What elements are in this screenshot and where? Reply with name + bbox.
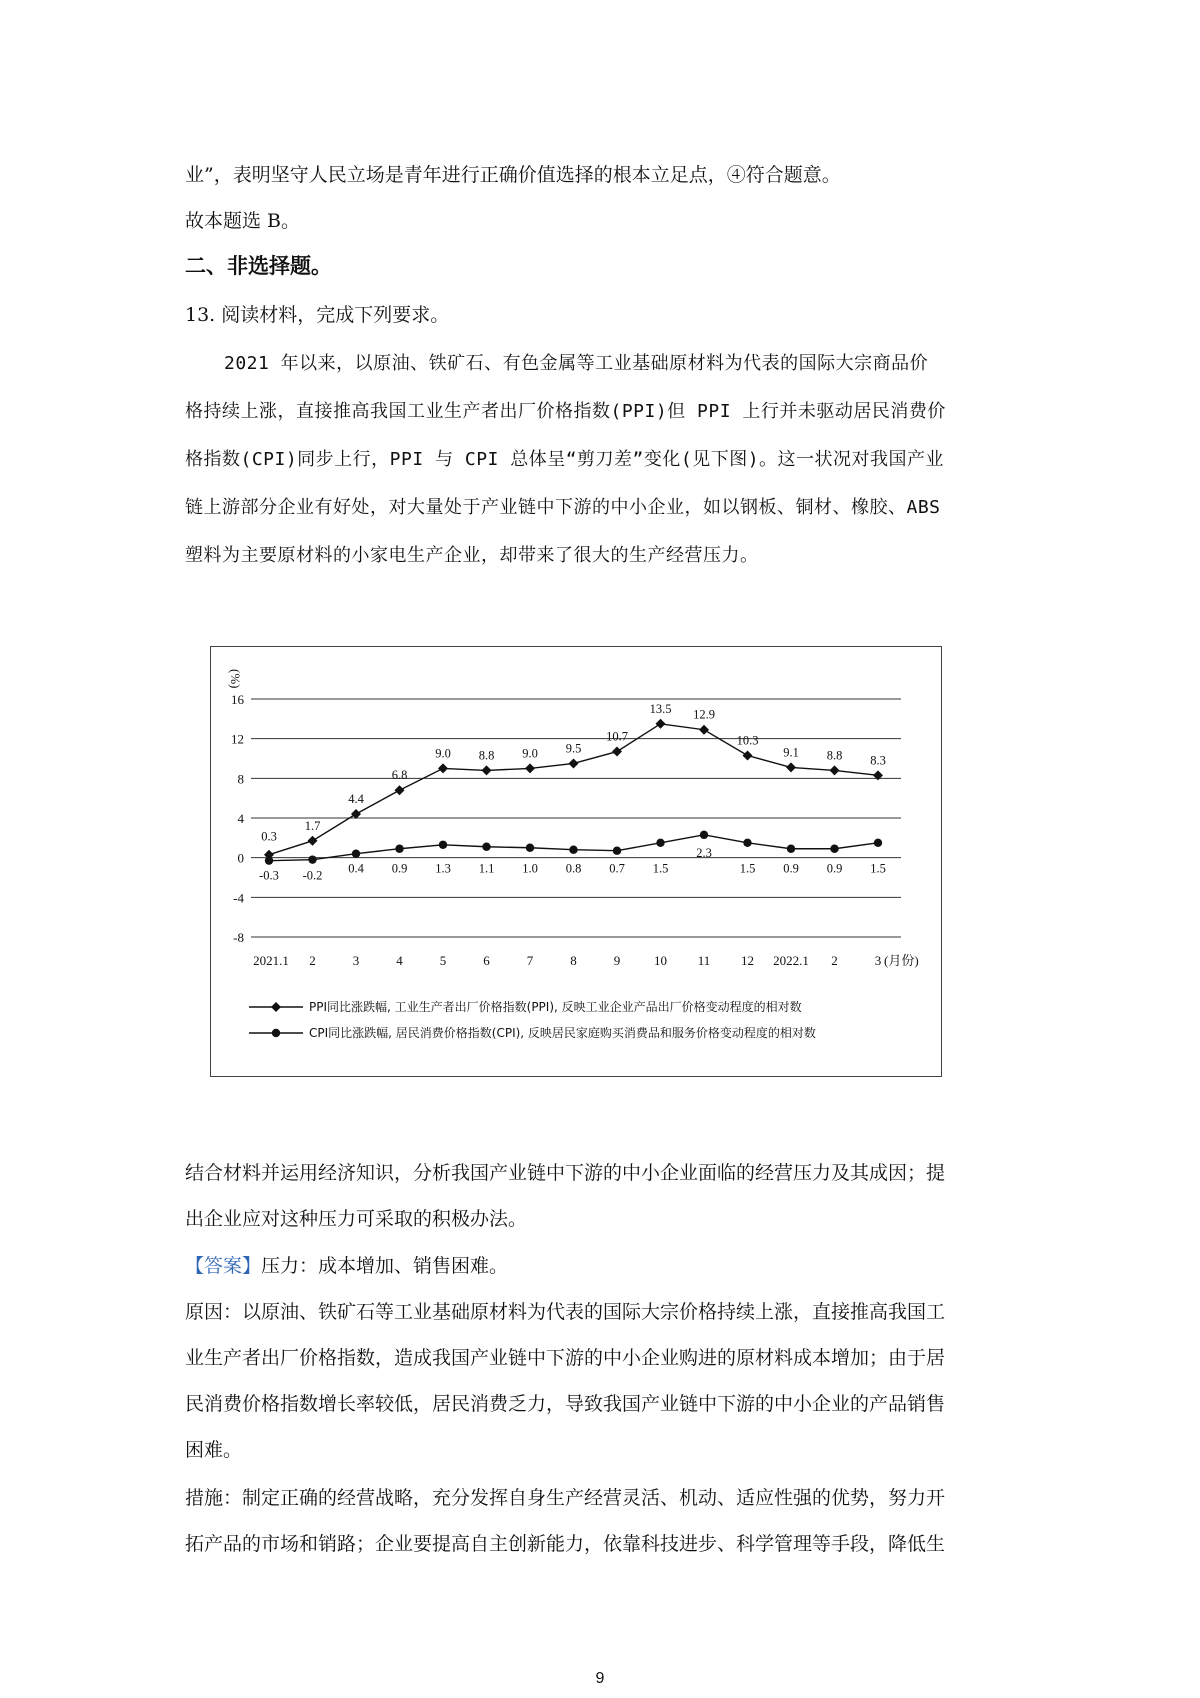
cpi-data-label: 1.5 [870,861,886,876]
answer-line-6: 拓产品的市场和销路；企业要提高自主创新能力，依靠科技进步、科学管理等手段，降低生 [185,1533,946,1555]
ppi-point [612,747,622,757]
prompt-line-1: 结合材料并运用经济知识，分析我国产业链中下游的中小企业面临的经营压力及其成因；提 [185,1162,946,1184]
legend-circle-marker [272,1029,280,1037]
ppi-data-label: 1.7 [304,818,321,833]
material-line-1: 2021 年以来，以原油、铁矿石、有色金属等工业基础原材料为代表的国际大宗商品价 [224,353,929,374]
y-tick-label: 12 [231,731,244,747]
cpi-data-label: 1.5 [739,861,756,876]
y-tick-label: -4 [233,890,244,906]
x-tick-label: 4 [396,953,403,968]
ppi-data-label: 12.9 [693,707,715,722]
ppi-point [482,765,492,775]
cpi-data-label: 0.4 [348,861,364,876]
ppi-point [873,770,883,780]
ppi-point [830,765,840,775]
cpi-point [830,845,838,853]
x-tick-label: 3 [874,953,882,968]
x-unit-label: (月份) [884,953,919,968]
x-tick-label: 6 [483,953,490,968]
cpi-point [743,839,751,847]
cpi-data-label: -0.3 [259,868,279,883]
answer-line-3: 民消费价格指数增长率较低，居民消费乏力，导致我国产业链中下游的中小企业的产品销售 [185,1393,946,1415]
ppi-point [656,719,666,729]
y-axis-label: (%) [228,669,243,689]
legend-ppi-label: PPI同比涨跌幅, 工业生产者出厂价格指数(PPI), 反映工业企业产品出厂价格变动程度的相对数 [309,1000,802,1014]
cpi-data-label: 1.5 [652,861,669,876]
cpi-point [613,847,621,855]
cpi-point [700,831,708,839]
ppi-data-label: 8.8 [826,748,843,763]
ppi-cpi-line-chart [211,647,943,1078]
cpi-data-label: 1.3 [435,861,451,876]
x-tick-label: 2022.1 [773,953,809,968]
material-line-3: 格指数(CPI)同步上行，PPI 与 CPI 总体呈“剪刀差”变化(见下图)。这一状况对我国产业 [185,449,945,470]
cpi-point [656,839,664,847]
answer-line-4: 困难。 [185,1439,243,1461]
cpi-data-label: 2.3 [696,845,712,860]
cpi-point [395,845,403,853]
material-line-4: 链上游部分企业有好处，对大量处于产业链中下游的中小企业，如以钢板、铜材、橡胶、ABS [185,497,941,518]
question-heading: 13. 阅读材料，完成下列要求。 [185,304,450,326]
cpi-point [482,843,490,851]
cpi-data-label: 1.1 [478,861,495,876]
x-tick-label: 2 [831,953,838,968]
ppi-data-label: 9.5 [565,741,582,756]
answer-line-2: 业生产者出厂价格指数，造成我国产业链中下游的中小企业购进的原材料成本增加；由于居 [185,1347,946,1369]
x-tick-label: 9 [613,953,621,968]
x-tick-label: 5 [439,953,447,968]
chart-frame [210,646,942,1077]
x-tick-label: 11 [697,953,711,968]
cpi-data-label: -0.2 [302,868,323,883]
ppi-point [786,762,796,772]
ppi-data-label: 10.7 [606,729,628,744]
y-tick-label: 0 [237,850,244,866]
ppi-data-label: 8.8 [478,748,495,763]
ppi-data-label: 9.0 [522,746,538,761]
y-tick-label: 4 [237,811,244,826]
ppi-data-label: 9.0 [435,746,451,761]
x-tick-label: 10 [654,953,667,968]
ppi-point [743,751,753,761]
cpi-point [526,844,534,852]
x-tick-label: 7 [526,953,534,968]
cpi-data-label: 0.9 [391,861,408,876]
cpi-point [787,845,795,853]
ppi-point [525,763,535,773]
answer-line-1: 原因：以原油、铁矿石等工业基础原材料为代表的国际大宗价格持续上涨，直接推高我国工 [185,1301,946,1323]
x-tick-label: 3 [352,953,360,968]
answer-pressure: 压力：成本增加、销售困难。 [261,1255,509,1277]
legend-diamond-marker [271,1002,281,1012]
cpi-point [874,839,882,847]
ppi-point [569,758,579,768]
answer-first-line [185,1251,508,1278]
ppi-data-label: 0.3 [261,829,277,844]
material-line-2: 格持续上涨，直接推高我国工业生产者出厂价格指数(PPI)但 PPI 上行并未驱动居民消费价 [185,401,946,422]
ppi-point [395,785,405,795]
cpi-point [352,850,360,858]
y-tick-label: 16 [231,692,244,707]
section-title: 二、非选择题。 [185,254,332,278]
ppi-data-label: 6.8 [391,768,408,783]
y-tick-label: -8 [233,930,244,945]
cpi-data-label: 0.8 [565,861,582,876]
cpi-data-label: 0.9 [783,861,799,876]
cpi-data-label: 0.9 [826,861,843,876]
x-tick-label: 12 [741,953,754,968]
ppi-data-label: 13.5 [649,701,672,716]
ppi-data-label: 8.3 [870,753,886,768]
ppi-data-label: 9.1 [783,745,799,760]
ppi-point [438,763,448,773]
top-line-1: 业”，表明坚守人民立场是青年进行正确价值选择的根本立足点，④符合题意。 [185,164,841,186]
ppi-point [308,836,318,846]
y-tick-label: 8 [237,771,244,787]
cpi-point [569,846,577,854]
cpi-point [265,856,273,864]
cpi-data-label: 1.0 [522,861,538,876]
x-tick-label: 2021.1 [253,953,289,968]
answer-label: 【答案】 [185,1255,262,1277]
prompt-line-2: 出企业应对这种压力可采取的积极办法。 [185,1208,528,1230]
ppi-data-label: 4.4 [348,792,364,807]
answer-line-5: 措施：制定正确的经营战略，充分发挥自身生产经营灵活、机动、适应性强的优势，努力开 [185,1487,946,1509]
cpi-point [308,855,316,863]
x-tick-label: 8 [570,953,577,968]
legend-cpi-label: CPI同比涨跌幅, 居民消费价格指数(CPI), 反映居民家庭购买消费品和服务价格变动程度的相对数 [309,1026,816,1040]
cpi-data-label: 0.7 [609,861,625,876]
ppi-point [699,725,709,735]
cpi-point [439,841,447,849]
top-line-2: 故本题选 B。 [185,210,301,232]
material-line-5: 塑料为主要原材料的小家电生产企业，却带来了很大的生产经营压力。 [185,545,759,566]
page-number: 9 [595,1670,605,1687]
x-tick-label: 2 [309,953,316,968]
ppi-data-label: 10.3 [736,733,759,748]
